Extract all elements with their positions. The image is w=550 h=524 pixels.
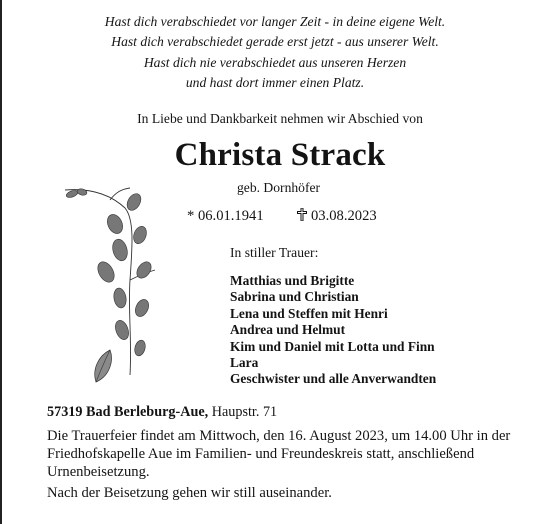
mourner: Lara xyxy=(230,355,259,371)
address-street: Haupstr. 71 xyxy=(211,404,278,420)
mourner: Kim und Daniel mit Lotta und Finn xyxy=(230,338,435,354)
family-address xyxy=(47,404,277,421)
mourners-list xyxy=(230,273,436,388)
birth-name: geb. Dornhöfer xyxy=(237,180,321,195)
closing-text: Nach der Beisetzung gehen wir still auseinander. xyxy=(47,485,332,501)
mourning-label: In stiller Trauer: xyxy=(230,245,319,260)
mourner: Geschwister und alle Anverwandten xyxy=(230,371,437,387)
poem-line: und hast dort immer einen Platz. xyxy=(185,75,365,91)
intro-text: In Liebe und Dankbarkeit nehmen wir Abschied von xyxy=(137,111,423,126)
address-town: 57319 Bad Berleburg-Aue, xyxy=(47,404,209,420)
mourner: Andrea und Helmut xyxy=(230,322,346,338)
latin-cross-icon xyxy=(296,208,307,225)
poem-line: Hast dich verabschiedet gerade erst jetzt - aus unserer Welt. xyxy=(111,34,439,50)
funeral-text: Die Trauerfeier findet am Mittwoch, den 16. August 2023, um 14.00 Uhr in der Friedhofskapelle Aue im Familien- und Freundeskreis statt, anschließend Urnenbeisetzung. xyxy=(47,428,511,480)
poem-line: Hast dich verabschiedet vor langer Zeit - in deine eigene Welt. xyxy=(104,14,446,29)
poem xyxy=(0,12,550,94)
poem-line: Hast dich nie verabschiedet aus unseren Herzen xyxy=(143,54,407,70)
death-date: 03.08.2023 xyxy=(311,208,377,224)
birth-date: * 06.01.1941 xyxy=(187,208,264,224)
mourner: Lena und Steffen mit Henri xyxy=(230,305,388,321)
deceased-name: Christa Strack xyxy=(174,137,386,173)
mourner: Matthias und Brigitte xyxy=(230,273,355,288)
falling-leaf-icon xyxy=(88,346,118,386)
death-date-group xyxy=(296,208,377,225)
mourner: Sabrina und Christian xyxy=(230,289,359,305)
